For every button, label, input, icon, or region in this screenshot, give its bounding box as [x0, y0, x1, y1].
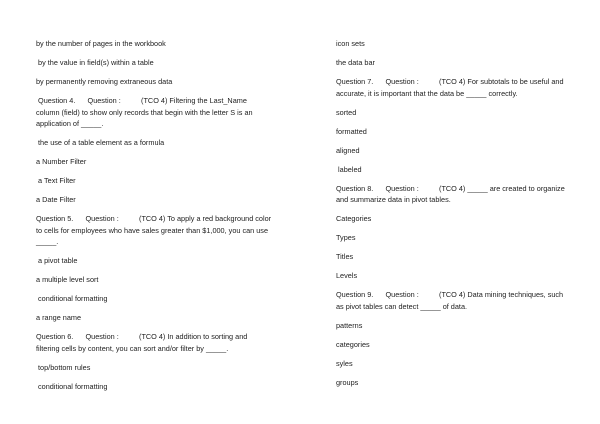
answer-option: a Text Filter: [36, 176, 76, 185]
answer-option: a Date Filter: [36, 195, 76, 204]
question-6-text: Question 6. Question : (TCO 4) In addition to sorting and filtering cells by content, you can sort and/or filter by _____.: [36, 332, 250, 353]
answer-option: Categories: [336, 214, 372, 223]
answer-option: by permanently removing extraneous data: [36, 77, 173, 86]
answer-option: the data bar: [336, 58, 375, 67]
answer-option: sorted: [336, 107, 357, 117]
left-text-column: [36, 38, 272, 400]
question-5-text: Question 5. Question : (TCO 4) To apply a red background color to cells for employees who have sales greater than $1,000, you can use _____.: [36, 214, 274, 246]
answer-option: icon sets: [336, 39, 365, 48]
question-7-text: Question 7. Question : (TCO 4) For subtotals to be useful and accurate, it is important that the data be _____ correctly.: [336, 77, 566, 98]
question-8-text: Question 8. Question : (TCO 4) _____ are created to organize and summarize data in pivot tables.: [336, 183, 567, 204]
answer-option: conditional formatting: [36, 294, 108, 303]
answer-option: groups: [336, 377, 359, 387]
answer-option: Titles: [336, 252, 354, 261]
answer-option: by the number of pages in the workbook: [36, 39, 166, 48]
answer-option: the use of a table element as a formula: [36, 138, 165, 147]
answer-option: Levels: [336, 271, 358, 280]
answer-option: by the value in field(s) within a table: [36, 58, 154, 67]
answer-option: labeled: [336, 164, 362, 174]
answer-option: top/bottom rules: [36, 362, 91, 372]
answer-option: Types: [336, 233, 356, 242]
answer-option: a Number Filter: [36, 157, 87, 166]
answer-option: a multiple level sort: [36, 275, 99, 284]
answer-option: aligned: [336, 145, 360, 155]
right-text-column: [336, 38, 568, 396]
answer-option: conditional formatting: [36, 381, 108, 391]
answer-option: categories: [336, 339, 370, 349]
answer-option: syles: [336, 358, 353, 368]
question-9-text: Question 9. Question : (TCO 4) Data mining techniques, such as pivot tables can detect _____ of data.: [336, 290, 566, 311]
answer-option: a range name: [36, 313, 82, 322]
answer-option: a pivot table: [36, 256, 78, 265]
answer-option: formatted: [336, 126, 367, 136]
question-4-text: Question 4. Question : (TCO 4) Filtering the Last_Name column (field) to show only records that begin with the letter S is an application of _____.: [36, 96, 255, 128]
answer-option: patterns: [336, 320, 363, 330]
